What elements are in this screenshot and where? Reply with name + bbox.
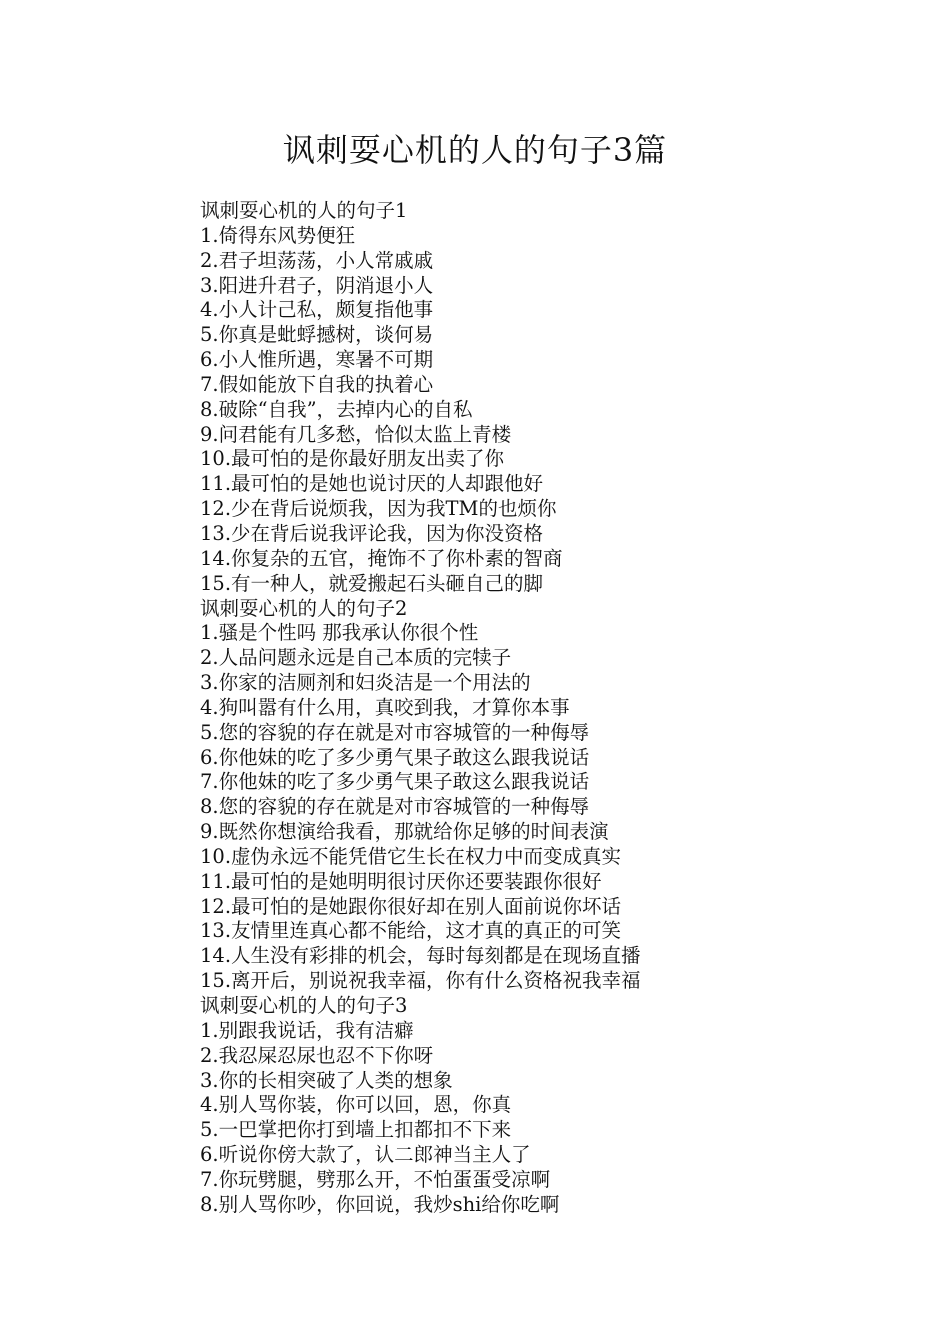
list-item: 13.友情里连真心都不能给，这才真的真正的可笑 [200, 919, 622, 943]
list-item: 15.离开后，别说祝我幸福，你有什么资格祝我幸福 [200, 969, 641, 993]
list-item: 7.你玩劈腿，劈那么开，不怕蛋蛋受凉啊 [200, 1167, 551, 1191]
list-item: 7.假如能放下自我的执着心 [200, 372, 434, 396]
list-item: 8.破除“自我”，去掉内心的自私 [200, 397, 473, 421]
list-item: 10.虚伪永远不能凭借它生长在权力中而变成真实 [200, 844, 622, 868]
document-title: 讽刺耍心机的人的句子3篇 [282, 131, 668, 169]
list-item: 4.别人骂你装，你可以回，恩，你真 [200, 1093, 512, 1117]
section-heading: 讽刺耍心机的人的句子3 [200, 994, 408, 1017]
list-item: 9.问君能有几多愁，恰似太监上青楼 [200, 422, 512, 446]
list-item: 3.你的长相突破了人类的想象 [200, 1068, 453, 1092]
list-item: 4.狗叫嚣有什么用，真咬到我，才算你本事 [200, 695, 570, 719]
list-item: 12.最可怕的是她跟你很好却在别人面前说你坏话 [200, 894, 622, 918]
list-item: 9.既然你想演给我看，那就给你足够的时间表演 [200, 820, 609, 844]
list-item: 12.少在背后说烦我，因为我TM的也烦你 [200, 497, 557, 521]
list-item: 5.你真是蚍蜉撼树，谈何易 [200, 323, 434, 347]
list-item: 11.最可怕的是她明明很讨厌你还要装跟你很好 [200, 869, 602, 893]
list-item: 13.少在背后说我评论我，因为你没资格 [200, 521, 544, 545]
list-item: 15.有一种人，就爱搬起石头砸自己的脚 [200, 571, 544, 595]
list-item: 1.骚是个性吗 那我承认你很个性 [200, 621, 479, 645]
list-item: 1.别跟我说话，我有洁癖 [200, 1018, 414, 1042]
list-item: 14.人生没有彩排的机会，每时每刻都是在现场直播 [200, 944, 641, 968]
document-body [200, 199, 900, 1218]
list-item: 10.最可怕的是你最好朋友出卖了你 [200, 447, 505, 471]
list-item: 4.小人计己私，颇复指他事 [200, 298, 434, 322]
list-item: 11.最可怕的是她也说讨厌的人却跟他好 [200, 472, 544, 496]
list-item: 3.你家的洁厕剂和妇炎洁是一个用法的 [200, 671, 531, 695]
list-item: 7.你他妹的吃了多少勇气果子敢这么跟我说话 [200, 770, 590, 794]
list-item: 1.倚得东风势便狂 [200, 223, 356, 247]
list-item: 3.阳进升君子，阴消退小人 [200, 273, 434, 297]
section-heading: 讽刺耍心机的人的句子2 [200, 596, 408, 620]
list-item: 6.你他妹的吃了多少勇气果子敢这么跟我说话 [200, 745, 590, 769]
list-item: 5.一巴掌把你打到墙上扣都扣不下来 [200, 1118, 512, 1142]
list-item: 2.人品问题永远是自己本质的完犊子 [200, 646, 512, 670]
list-item: 6.小人惟所遇，寒暑不可期 [200, 348, 434, 372]
list-item: 6.听说你傍大款了，认二郎神当主人了 [200, 1143, 531, 1167]
list-item: 8.您的容貌的存在就是对市容城管的一种侮辱 [200, 795, 590, 819]
list-item: 14.你复杂的五官，掩饰不了你朴素的智商 [200, 546, 563, 570]
list-item: 2.君子坦荡荡，小人常戚戚 [200, 248, 434, 272]
list-item: 2.我忍屎忍尿也忍不下你呀 [200, 1043, 434, 1067]
section-heading: 讽刺耍心机的人的句子1 [200, 199, 408, 222]
list-item: 5.您的容貌的存在就是对市容城管的一种侮辱 [200, 720, 590, 744]
list-item: 8.别人骂你吵，你回说，我炒shi给你吃啊 [200, 1192, 560, 1216]
